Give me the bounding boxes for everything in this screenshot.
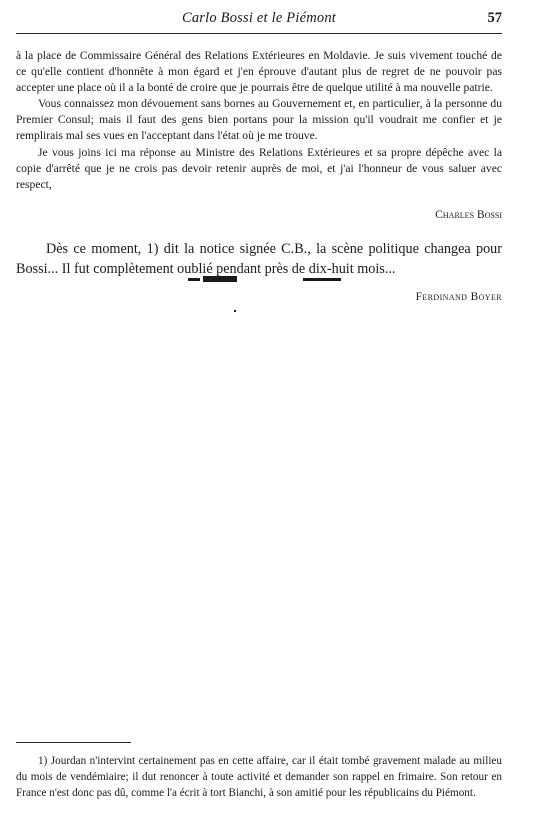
page-number: 57 bbox=[487, 10, 502, 26]
letter-paragraph: Je vous joins ici ma réponse au Ministre des Relations Extérieures et sa propre dépêche avec la copie d'arrêté que je ne crois pas devoir retenir auprès de moi, et j'ai l'honneur de vous saluer avec respect, bbox=[16, 145, 502, 191]
ink-smudge bbox=[188, 278, 200, 281]
footnote-rule bbox=[16, 742, 131, 743]
running-head bbox=[16, 10, 502, 32]
letter-paragraph: Vous connaissez mon dévouement sans bornes au Gouvernement et, en particulier, à la personne du Premier Consul; mais il faut des gens bien portans pour la mission qu'il voudrait me confier et je remplirais mal ses vues en l'acceptant dans l'état où je me trouve. bbox=[16, 97, 502, 143]
footnote bbox=[16, 753, 502, 802]
ink-smudge bbox=[203, 276, 237, 282]
header-rule bbox=[16, 33, 502, 34]
narrative-paragraph: Dès ce moment, 1) dit la notice signée C.B., la scène politique changea pour Bossi... Il fut complètement oublié pendant près de dix-huit mois... bbox=[16, 241, 502, 277]
footnote-text: 1) Jourdan n'intervint certainement pas en cette affaire, car il était tombé gravement malade au milieu du mois de vendémiaire; il dut renoncer à toute activité et demander son rappel en frimaire. Son retour en France n'est donc pas dû, comme l'a écrit à tort Bianchi, à son amitié pour les républicains du Piémont. bbox=[16, 755, 502, 800]
article-author: Ferdinand Boyer bbox=[415, 291, 502, 303]
running-title: Carlo Bossi et le Piémont bbox=[181, 10, 336, 26]
narrative-text bbox=[16, 240, 502, 279]
ink-smudge bbox=[303, 278, 341, 281]
ink-dot bbox=[234, 310, 236, 312]
letter-signature: Charles Bossi bbox=[435, 208, 502, 221]
letter-text bbox=[16, 48, 502, 193]
letter-paragraph: à la place de Commissaire Général des Relations Extérieures en Moldavie. Je suis vivement touché de ce qu'elle contient d'honnête à mon égard et j'en éprouve d'autant plus de regret de ne pouvoir pas accepter une place où il a la bonté de croire que je pourrais être de quelque utilité à ma nouvelle patrie. bbox=[16, 49, 502, 95]
